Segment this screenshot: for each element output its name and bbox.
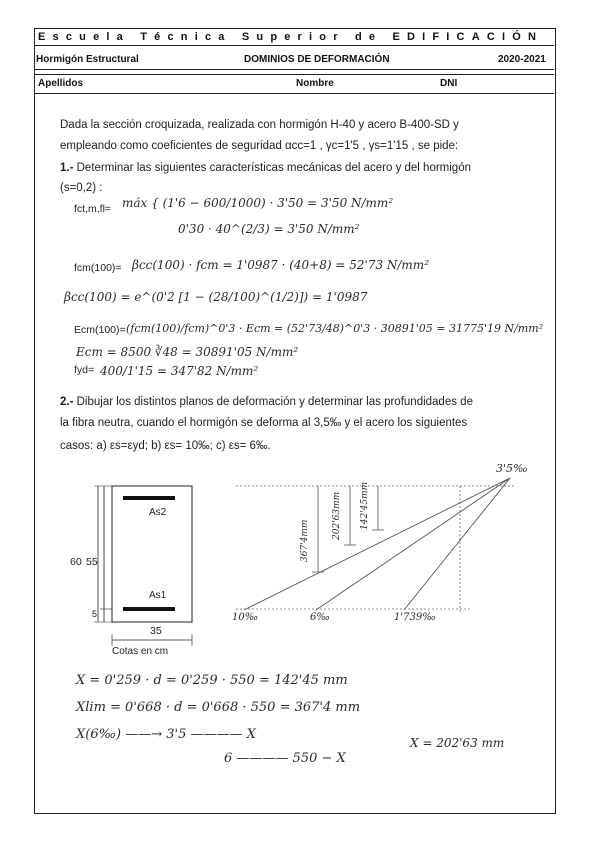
name-label: Nombre <box>296 78 334 89</box>
fcm-work: βcc(100) · fcm = 1'0987 · (40+8) = 52'73 N/mm² <box>132 258 429 272</box>
ecm-work: (fcm(100)/fcm)^0'3 · Ecm = (52'73/48)^0'3 · 30891'05 = 31775'19 N/mm² <box>126 322 544 335</box>
fyd-work: 400/1'15 = 347'82 N/mm² <box>100 364 259 378</box>
q2-line-3: casos: a) εs=εyd; b) εs= 10‰; c) εs= 6‰. <box>60 440 271 452</box>
surname-label: Apellidos <box>38 78 84 89</box>
academic-year: 2020-2021 <box>498 54 546 65</box>
q2-line-1: Dibujar los distintos planos de deformación y determinar las profundidades de <box>76 396 473 408</box>
school-header: Escuela Técnica Superior de EDIFICACIÓN <box>34 28 554 46</box>
ecm-base-work: Ecm = 8500 ∛48 = 30891'05 N/mm² <box>76 345 299 359</box>
q1-line-2: (s=0,2) : <box>60 182 103 194</box>
fctmfl-label: fct,m,fl= <box>74 203 112 215</box>
strain-yield-label: 1'739‰ <box>394 612 436 623</box>
course-name: Hormigón Estructural <box>36 54 139 65</box>
intro-line-2: empleando como coeficientes de seguridad αcc=1 , γc=1'5 , γs=1'15 , se pide: <box>60 140 459 152</box>
dim-width-label: 35 <box>150 625 162 637</box>
answer-proportion-top: X(6‰) ——→ 3'5 ———— X <box>76 727 256 742</box>
top-rebar-as2 <box>123 496 175 500</box>
depth-367-label: 367'4mm <box>300 519 310 562</box>
intro-line-1: Dada la sección croquizada, realizada con hormigón H-40 y acero B-400-SD y <box>60 119 459 131</box>
as2-label: As2 <box>149 507 167 518</box>
plane-10-permil <box>244 478 510 610</box>
beta-work: βcc(100) = e^(0'2 [1 − (28/100)^(1/2)]) = 1'0987 <box>64 290 368 304</box>
answer-proportion-bottom: 6 ———— 550 − X <box>224 751 346 766</box>
ecm-label: Ecm(100)= <box>74 324 126 336</box>
top-strain-label: 3'5‰ <box>496 462 528 475</box>
dim-cover-label: 5 <box>92 609 98 619</box>
as1-label: As1 <box>149 590 167 601</box>
topic-title: DOMINIOS DE DEFORMACIÓN <box>244 54 390 65</box>
fcm-label: fcm(100)= <box>74 262 122 274</box>
fctmfl-work-2: 0'30 · 40^(2/3) = 3'50 N/mm² <box>178 222 360 236</box>
fctmfl-work-1: máx { (1'6 − 600/1000) · 3'50 = 3'50 N/mm² <box>122 196 394 210</box>
fyd-label: fyd= <box>74 364 95 376</box>
answer-x-yield: X = 0'259 · d = 0'259 · 550 = 142'45 mm <box>76 673 348 688</box>
id-label: DNI <box>440 78 458 89</box>
bottom-rebar-as1 <box>123 607 175 611</box>
plane-6-permil <box>316 478 510 610</box>
answer-x-6permil: X = 202'63 mm <box>410 736 505 750</box>
strain-10-label: 10‰ <box>232 612 259 623</box>
dim-d-label: 55 <box>86 556 98 568</box>
plane-yield <box>404 478 510 610</box>
q1-line-1: Determinar las siguientes características mecánicas del acero y del hormigón <box>76 162 471 174</box>
dim-total-label: 60 <box>70 556 82 568</box>
units-label: Cotas en cm <box>112 646 169 657</box>
depth-142-label: 142'45mm <box>360 481 370 530</box>
answer-xlim: Xlim = 0'668 · d = 0'668 · 550 = 367'4 mm <box>76 700 361 715</box>
strain-6-label: 6‰ <box>310 612 330 623</box>
q1-number: 1.- <box>60 162 74 174</box>
q2-line-2: la fibra neutra, cuando el hormigón se deforma al 3,5‰ y el acero los siguientes <box>60 417 468 429</box>
depth-202-label: 202'63mm <box>332 491 342 540</box>
q2-number: 2.- <box>60 396 74 408</box>
